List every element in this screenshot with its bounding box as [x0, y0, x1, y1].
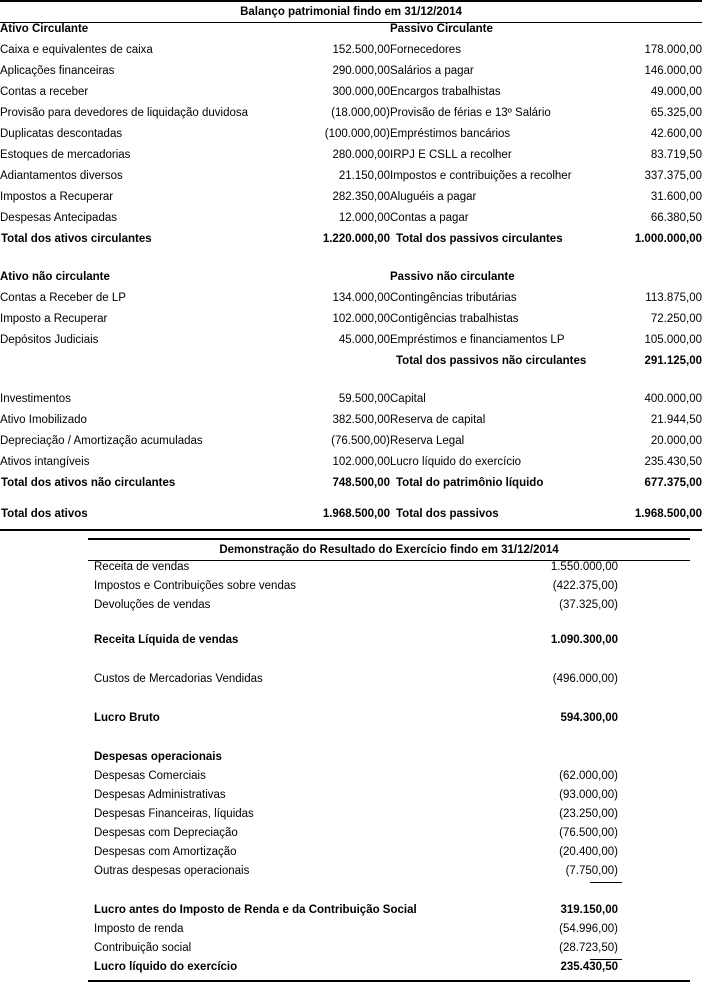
liability-value: 42.600,00 — [650, 128, 702, 140]
cogs-label: Custos de Mercadorias Vendidas — [94, 673, 263, 685]
liabilities-current-heading: Passivo Circulante — [390, 23, 493, 35]
liability-label: Encargos trabalhistas — [390, 86, 501, 98]
assets-noncurrent-heading-value — [268, 271, 390, 292]
tax-label: Imposto de renda — [94, 923, 184, 935]
assets-current-total-label: Total dos ativos circulantes — [1, 233, 152, 245]
liabilities-noncurrent-total-value: 291.125,00 — [644, 355, 702, 367]
assets-current-total-value: 1.220.000,00 — [322, 233, 390, 245]
equity-label: Reserva de capital — [390, 414, 486, 426]
liability-label: IRPJ E CSLL a recolher — [390, 149, 512, 161]
table-row — [88, 770, 690, 789]
table-row — [88, 789, 690, 808]
asset-label: Imposto a Recuperar — [0, 313, 108, 325]
totals-row-current — [0, 233, 702, 254]
asset-label: Estoques de mercadorias — [0, 149, 131, 161]
liability-value: 49.000,00 — [650, 86, 702, 98]
liabilities-current-heading-value — [590, 23, 702, 44]
asset-label: Contas a Receber de LP — [0, 292, 126, 304]
asset-value: 382.500,00 — [332, 414, 390, 426]
assets-noncurrent-heading: Ativo não circulante — [0, 271, 110, 283]
table-row — [88, 599, 690, 618]
row-spacer — [88, 618, 690, 634]
table-row — [88, 865, 690, 884]
table-row — [0, 128, 702, 149]
net-revenue-value: 1.090.300,00 — [550, 634, 618, 646]
table-row — [88, 561, 690, 580]
asset-value: 134.000,00 — [332, 292, 390, 304]
line-item-label: Receita de vendas — [94, 561, 190, 573]
asset-value: 280.000,00 — [332, 149, 390, 161]
asset-value: 21.150,00 — [338, 170, 390, 182]
liabilities-noncurrent-heading-value — [590, 271, 702, 292]
total-assets-label: Total dos ativos — [1, 508, 88, 520]
expense-value: (76.500,00) — [559, 827, 618, 839]
table-row — [0, 170, 702, 191]
liability-value: 66.380,50 — [650, 212, 702, 224]
expense-label: Outras despesas operacionais — [94, 865, 250, 877]
liability-label: Salários a pagar — [390, 65, 474, 77]
expense-value: (23.250,00) — [559, 808, 618, 820]
totals-row-noncurrent — [0, 477, 702, 498]
equity-label: Capital — [390, 393, 426, 405]
tax-value: (28.723,50) — [540, 942, 690, 961]
tax-value: (54.996,00) — [559, 923, 618, 935]
asset-label: Investimentos — [0, 393, 71, 405]
total-assets-value: 1.968.500,00 — [322, 508, 390, 520]
expense-label: Despesas Administrativas — [94, 789, 226, 801]
operating-expenses-heading-row — [88, 751, 690, 770]
section-heading-row — [0, 23, 702, 44]
asset-value: 152.500,00 — [332, 44, 390, 56]
table-row — [0, 212, 702, 233]
gross-profit-row — [88, 712, 690, 731]
equity-total-value: 677.375,00 — [644, 477, 702, 489]
asset-label: Ativo Imobilizado — [0, 414, 87, 426]
asset-label: Provisão para devedores de liquidação duvidosa — [0, 107, 249, 119]
line-item-value: (37.325,00) — [559, 599, 618, 611]
net-profit-label: Lucro líquido do exercício — [94, 961, 238, 973]
operating-expenses-heading: Despesas operacionais — [94, 751, 222, 763]
income-statement-grid — [88, 561, 690, 980]
asset-value: (76.500,00) — [331, 435, 390, 447]
liability-label: Contas a pagar — [390, 212, 469, 224]
table-row — [0, 334, 702, 355]
expense-label: Despesas Financeiras, líquidas — [94, 808, 254, 820]
liability-label: Empréstimos e financiamentos LP — [390, 334, 565, 346]
pretax-profit-value: 319.150,00 — [560, 904, 618, 916]
assets-current-heading-value — [268, 23, 390, 44]
liability-label: Impostos e contribuições a recolher — [390, 170, 572, 182]
row-spacer — [88, 731, 690, 751]
section-spacer — [0, 254, 702, 271]
net-profit-row — [88, 961, 690, 980]
line-item-value: (422.375,00) — [552, 580, 618, 592]
asset-value: 282.350,00 — [332, 191, 390, 203]
liability-label: Provisão de férias e 13º Salário — [390, 107, 551, 119]
table-row — [0, 393, 702, 414]
expense-label: Despesas com Amortização — [94, 846, 237, 858]
pretax-profit-label: Lucro antes do Imposto de Renda e da Contribuição Social — [94, 904, 417, 916]
equity-value: 400.000,00 — [644, 393, 702, 405]
asset-value: 290.000,00 — [332, 65, 390, 77]
totals-row-noncurrent-liabilities — [0, 355, 702, 376]
table-row — [0, 456, 702, 477]
row-spacer — [88, 692, 690, 712]
income-statement-bottom-rule — [88, 980, 690, 982]
assets-current-heading: Ativo Circulante — [0, 23, 89, 35]
total-liabilities-label: Total dos passivos — [396, 508, 499, 520]
assets-noncurrent-total-label: Total dos ativos não circulantes — [1, 477, 176, 489]
cogs-value: (496.000,00) — [552, 673, 618, 685]
total-liabilities-value: 1.968.500,00 — [634, 508, 702, 520]
liabilities-current-total-label: Total dos passivos circulantes — [396, 233, 563, 245]
liability-label: Empréstimos bancários — [390, 128, 511, 140]
liability-value: 72.250,00 — [650, 313, 702, 325]
liability-label: Contingências tributárias — [390, 292, 517, 304]
equity-value: 21.944,50 — [650, 414, 702, 426]
equity-value: 235.430,50 — [644, 456, 702, 468]
liabilities-current-total-value: 1.000.000,00 — [634, 233, 702, 245]
section-spacer — [0, 376, 702, 393]
pretax-profit-row — [88, 904, 690, 923]
table-row — [0, 107, 702, 128]
asset-label: Caixa e equivalentes de caixa — [0, 44, 153, 56]
equity-value: 20.000,00 — [650, 435, 702, 447]
asset-label: Depreciação / Amortização acumuladas — [0, 435, 203, 447]
liability-value: 31.600,00 — [650, 191, 702, 203]
table-row — [88, 923, 690, 942]
asset-label: Impostos a Recuperar — [0, 191, 114, 203]
liability-label: Fornecedores — [390, 44, 461, 56]
asset-value: 102.000,00 — [332, 456, 390, 468]
income-statement-table — [88, 538, 690, 982]
line-item-label: Devoluções de vendas — [94, 599, 211, 611]
balance-sheet-bottom-rule — [0, 529, 702, 531]
expense-value: (62.000,00) — [559, 770, 618, 782]
table-row — [0, 65, 702, 86]
liability-value: 83.719,50 — [650, 149, 702, 161]
noncurrent-liab-total-asset-value — [268, 355, 390, 376]
asset-label: Aplicações financeiras — [0, 65, 115, 77]
table-row — [0, 313, 702, 334]
asset-label: Duplicatas descontadas — [0, 128, 123, 140]
liabilities-noncurrent-heading: Passivo não circulante — [390, 271, 515, 283]
table-row — [88, 827, 690, 846]
income-statement-title: Demonstração do Resultado do Exercício findo em 31/12/2014 — [219, 544, 559, 556]
net-profit-value: 235.430,50 — [560, 961, 618, 973]
expense-value: (7.750,00) — [540, 865, 690, 884]
expense-value: (93.000,00) — [559, 789, 618, 801]
table-row — [88, 808, 690, 827]
noncurrent-liab-total-asset-label — [0, 355, 268, 376]
table-row — [88, 942, 690, 961]
equity-label: Reserva Legal — [390, 435, 465, 447]
balance-sheet-grid — [0, 23, 702, 529]
expense-label: Despesas Comerciais — [94, 770, 206, 782]
asset-label: Depósitos Judiciais — [0, 334, 99, 346]
table-row — [0, 292, 702, 313]
liability-label: Aluguéis a pagar — [390, 191, 477, 203]
balance-sheet-title: Balanço patrimonial findo em 31/12/2014 — [240, 6, 462, 18]
liability-label: Contigências trabalhistas — [390, 313, 519, 325]
liability-value: 105.000,00 — [644, 334, 702, 346]
equity-label: Lucro líquido do exercício — [390, 456, 522, 468]
line-item-label: Impostos e Contribuições sobre vendas — [94, 580, 296, 592]
line-item-value: 1.550.000,00 — [550, 561, 618, 573]
table-row — [0, 86, 702, 107]
equity-total-label: Total do patrimônio líquido — [396, 477, 544, 489]
table-row — [0, 191, 702, 212]
assets-noncurrent-total-value: 748.500,00 — [332, 477, 390, 489]
gross-profit-value: 594.300,00 — [560, 712, 618, 724]
asset-label: Contas a receber — [0, 86, 89, 98]
liability-value: 178.000,00 — [644, 44, 702, 56]
liability-value: 146.000,00 — [644, 65, 702, 77]
asset-value: 300.000,00 — [332, 86, 390, 98]
asset-value: (100.000,00) — [324, 128, 390, 140]
table-row — [0, 44, 702, 65]
asset-label: Despesas Antecipadas — [0, 212, 117, 224]
table-row — [0, 149, 702, 170]
expense-label: Despesas com Depreciação — [94, 827, 238, 839]
operating-expenses-heading-value — [540, 751, 690, 770]
asset-value: (18.000,00) — [331, 107, 390, 119]
grand-total-spacer — [0, 498, 702, 508]
asset-label: Adiantamentos diversos — [0, 170, 123, 182]
cogs-row — [88, 673, 690, 692]
asset-value: 45.000,00 — [338, 334, 390, 346]
asset-label: Ativos intangíveis — [0, 456, 90, 468]
table-row — [0, 435, 702, 456]
row-spacer — [88, 653, 690, 673]
liability-value: 113.875,00 — [645, 292, 702, 304]
expense-value: (20.400,00) — [559, 846, 618, 858]
asset-value: 102.000,00 — [332, 313, 390, 325]
tax-label: Contribuição social — [94, 942, 192, 954]
liabilities-noncurrent-total-label: Total dos passivos não circulantes — [396, 355, 587, 367]
row-spacer — [88, 884, 690, 904]
net-revenue-row — [88, 634, 690, 653]
table-row — [88, 846, 690, 865]
table-row — [0, 414, 702, 435]
asset-value: 12.000,00 — [338, 212, 390, 224]
liability-value: 337.375,00 — [644, 170, 702, 182]
section-heading-row — [0, 271, 702, 292]
gross-profit-label: Lucro Bruto — [94, 712, 160, 724]
table-row — [88, 580, 690, 599]
net-revenue-label: Receita Líquida de vendas — [94, 634, 239, 646]
liability-value: 65.325,00 — [650, 107, 702, 119]
grand-totals-row — [0, 508, 702, 529]
asset-value: 59.500,00 — [338, 393, 390, 405]
